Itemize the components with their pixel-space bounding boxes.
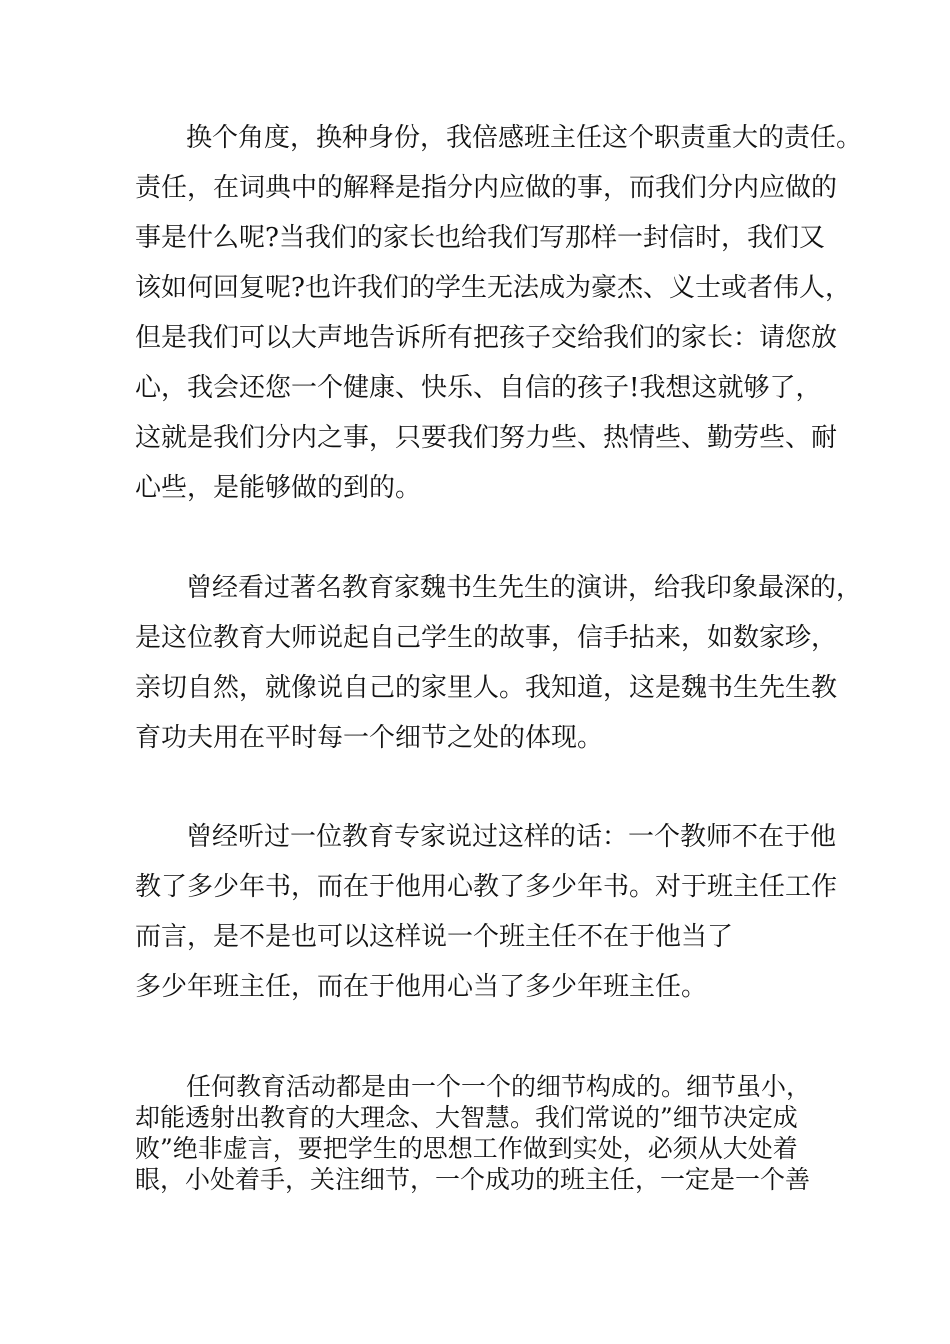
text-line: 换个角度，换种身份，我倍感班主任这个职责重大的责任。 (186, 123, 863, 153)
text-line: 但是我们可以大声地告诉所有把孩子交给我们的家长：请您放 (135, 323, 838, 353)
text-line: 曾经听过一位教育专家说过这样的话：一个教师不在于他 (186, 822, 837, 852)
text-line: 育功夫用在平时每一个细节之处的体现。 (135, 723, 604, 753)
text-line: 教了多少年书，而在于他用心教了多少年书。对于班主任工作 (135, 872, 838, 902)
text-line: 事是什么呢?当我们的家长也给我们写那样一封信时，我们又 (135, 223, 825, 253)
text-line: 却能透射出教育的大理念、大智慧。我们常说的”细节决定成 (135, 1103, 798, 1132)
text-line: 任何教育活动都是由一个一个的细节构成的。细节虽小， (186, 1072, 812, 1101)
text-line: 心些，是能够做的到的。 (135, 473, 422, 503)
text-line: 这就是我们分内之事，只要我们努力些、热情些、勤劳些、耐 (135, 423, 838, 453)
text-line: 责任，在词典中的解释是指分内应做的事，而我们分内应做的 (135, 173, 838, 203)
text-line: 眼，小处着手，关注细节，一个成功的班主任，一定是一个善 (135, 1165, 811, 1194)
text-line: 败”绝非虚言，要把学生的思想工作做到实处，必须从大处着 (135, 1134, 798, 1163)
text-line: 曾经看过著名教育家魏书生先生的演讲，给我印象最深的， (186, 573, 863, 603)
text-line: 该如何回复呢?也许我们的学生无法成为豪杰、义士或者伟人， (135, 273, 851, 303)
text-line: 是这位教育大师说起自己学生的故事，信手拈来，如数家珍， (135, 623, 838, 653)
text-line: 亲切自然，就像说自己的家里人。我知道，这是魏书生先生教 (135, 673, 838, 703)
text-line: 多少年班主任，而在于他用心当了多少年班主任。 (135, 972, 708, 1002)
text-line: 心，我会还您一个健康、快乐、自信的孩子!我想这就够了， (135, 373, 822, 403)
text-line: 而言，是不是也可以这样说一个班主任不在于他当了 (135, 922, 734, 952)
